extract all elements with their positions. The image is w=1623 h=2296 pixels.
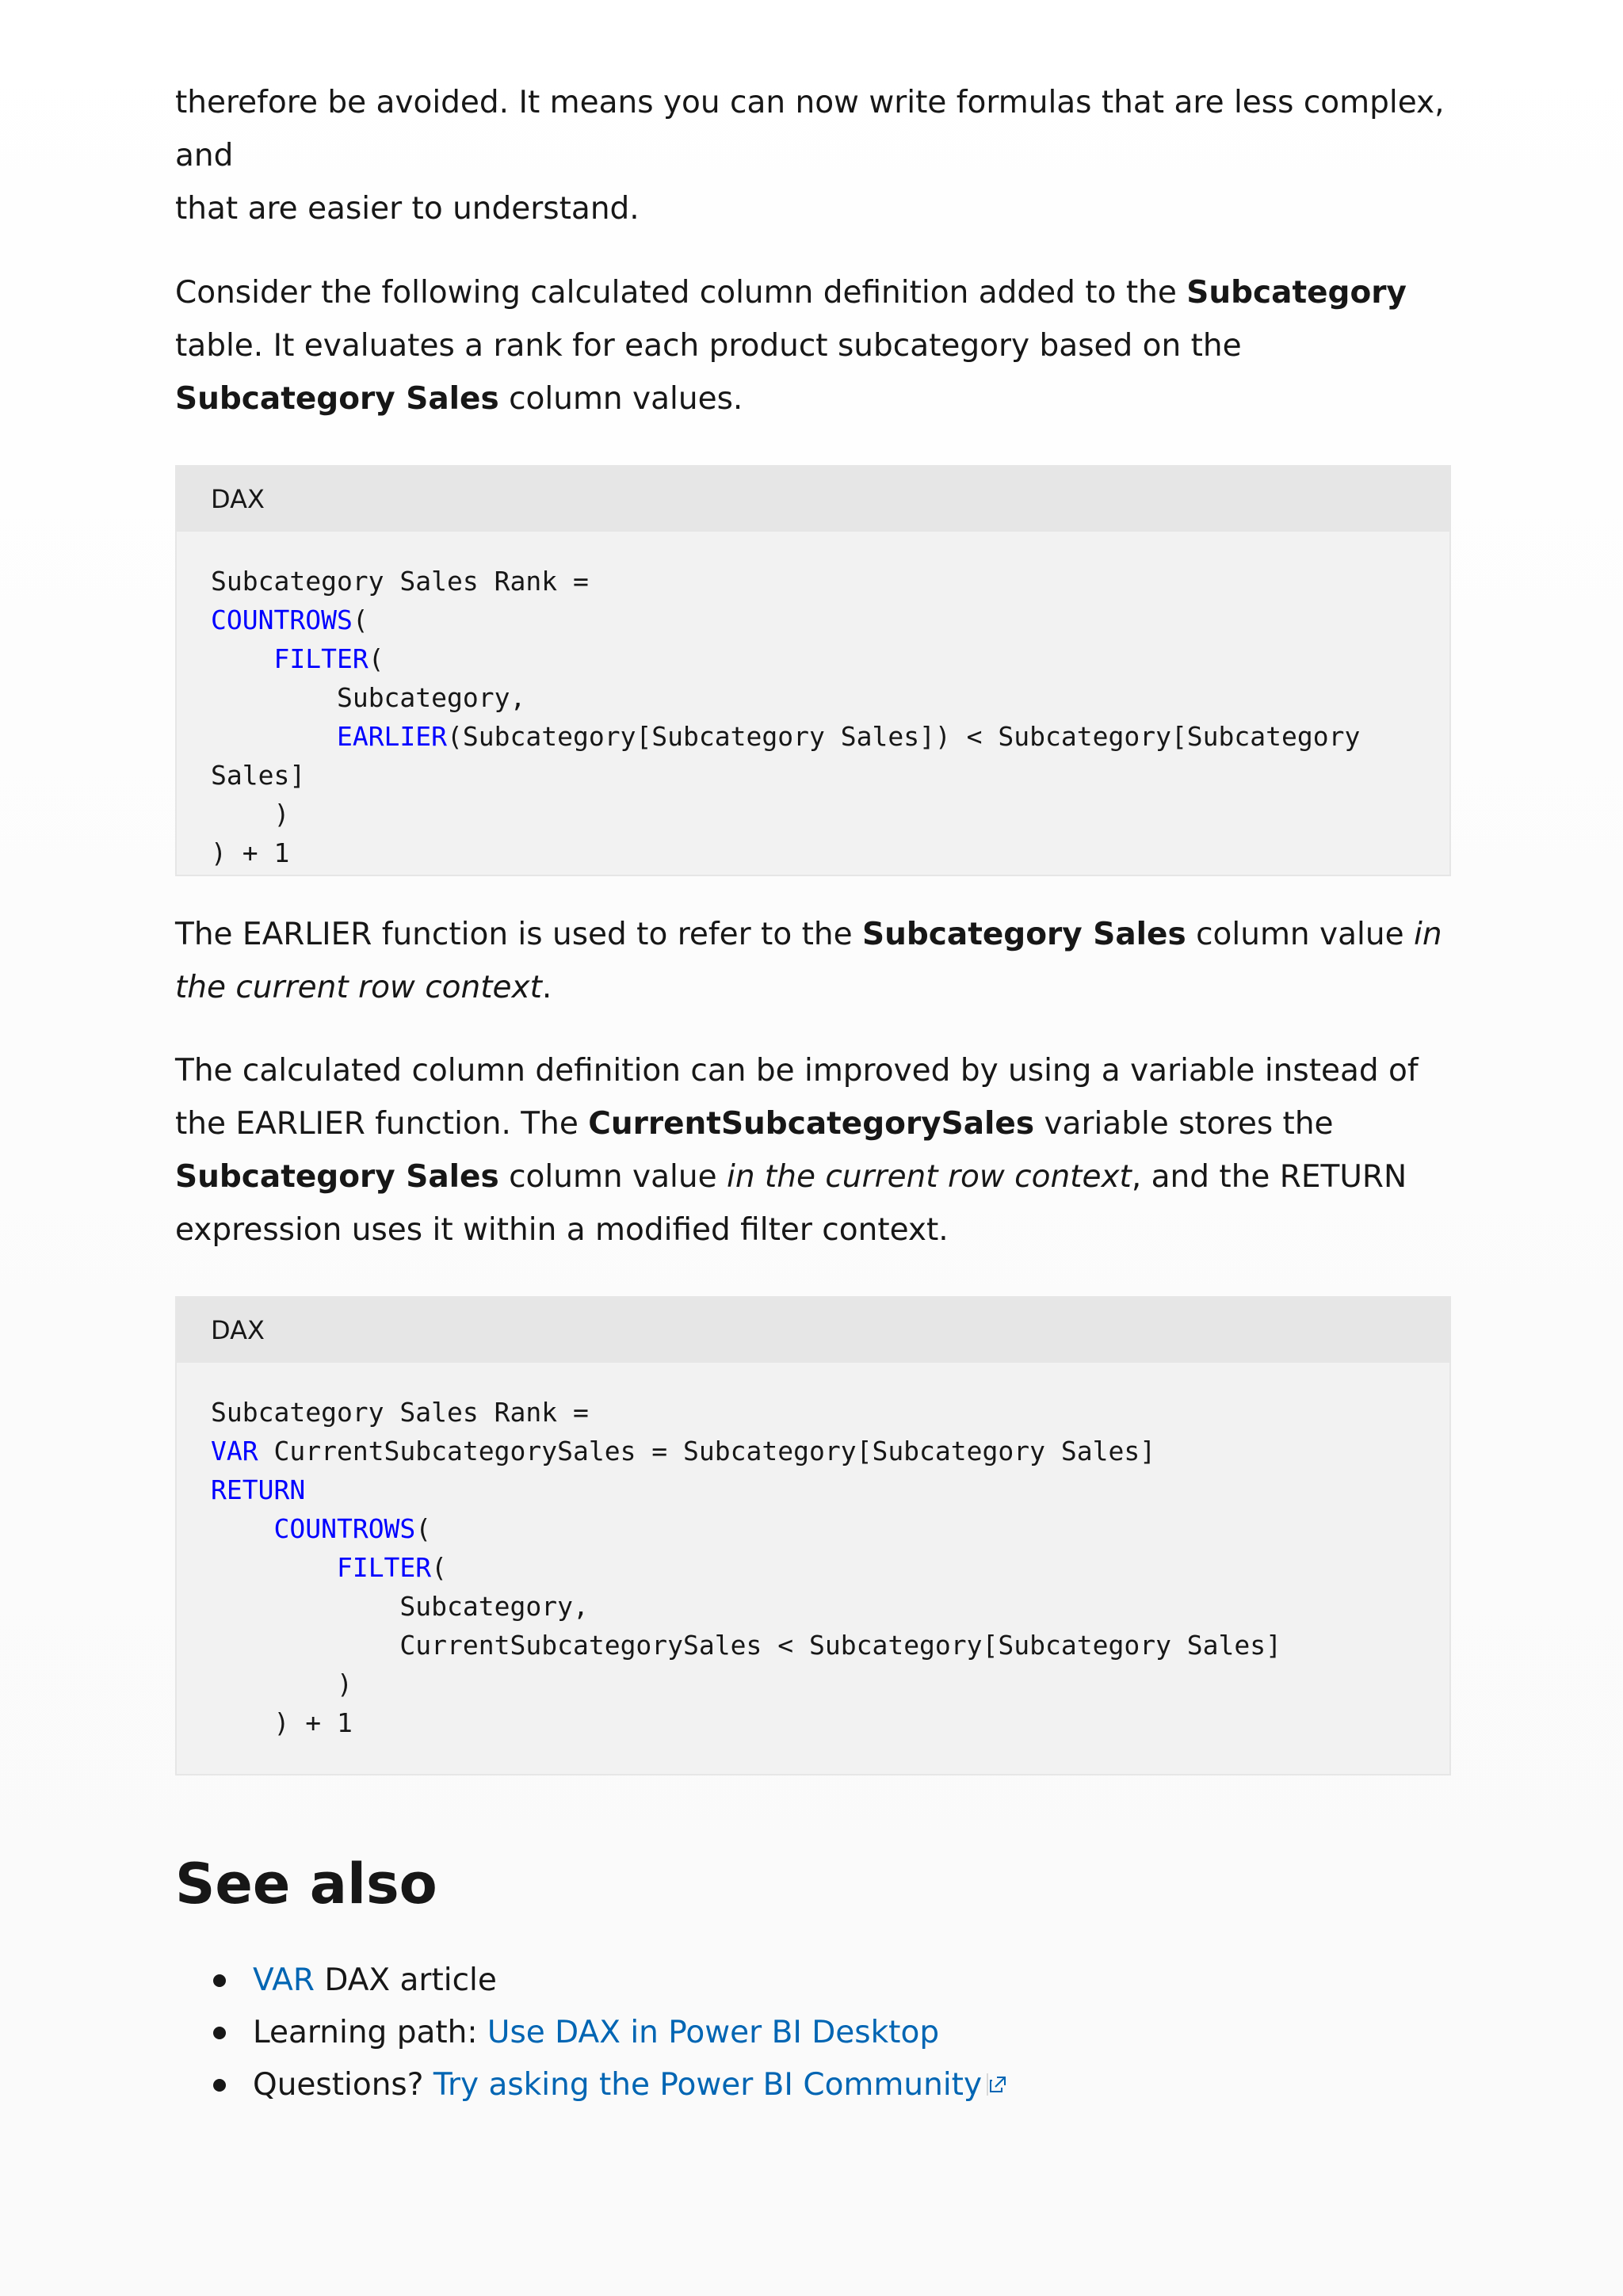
text-run: , and the RETURN expression uses it within a modified filter context. [175, 1159, 1407, 1248]
bullet-icon [213, 2027, 226, 2039]
text-run: column value [1186, 917, 1414, 952]
bold-run: Subcategory Sales [175, 381, 499, 417]
earlier-paragraph [175, 908, 1451, 1014]
see-also-item-community [253, 2059, 1451, 2113]
external-link-icon[interactable] [985, 2061, 1007, 2113]
code-language-label: DAX [177, 1298, 1449, 1363]
code-language-label: DAX [177, 467, 1449, 532]
article-content [175, 76, 1451, 2113]
text-run: The calculated column definition can be improved by using a variable instead of the EARLIER function. The [175, 1053, 1419, 1142]
code-keyword: FILTER [336, 1552, 432, 1583]
code-line: CurrentSubcategorySales < Subcategory[Subcategory Sales] [399, 1630, 1282, 1661]
see-also-item-var [253, 1955, 1451, 2007]
text-run: column value [498, 1159, 727, 1195]
intro-line-2: that are easier to understand. [175, 191, 640, 227]
code-keyword: VAR [211, 1436, 258, 1466]
code-text: (Subcategory[Subcategory Sales]) < Subcategory[Subcategory [447, 721, 1361, 752]
text-run: . [541, 970, 552, 1005]
code-block-earlier [175, 465, 1451, 876]
intro-paragraph [175, 76, 1451, 235]
improved-paragraph [175, 1044, 1451, 1257]
italic-run: in the current row context [175, 917, 1442, 1005]
code-body[interactable] [177, 532, 1449, 875]
text-run: column values. [498, 381, 743, 417]
var-article-link[interactable]: VAR [253, 1962, 315, 1998]
code-line: Sales] [211, 760, 306, 791]
see-also-item-learning-path [253, 2007, 1451, 2059]
code-keyword: COUNTROWS [211, 605, 353, 635]
bold-run: CurrentSubcategorySales [588, 1106, 1035, 1142]
italic-run: in the current row context [726, 1159, 1132, 1195]
code-block-variable [175, 1296, 1451, 1775]
code-body[interactable] [177, 1363, 1449, 1774]
intro-line-1: therefore be avoided. It means you can now write formulas that are less complex, and [175, 85, 1445, 174]
code-line: Subcategory Sales Rank = [211, 1397, 589, 1428]
code-keyword: COUNTROWS [273, 1513, 416, 1544]
code-line: ) [336, 1669, 353, 1699]
code-text: ( [368, 643, 384, 674]
code-line: Subcategory Sales Rank = [211, 566, 589, 597]
see-also-heading: See also [175, 1852, 437, 1917]
text-run: Consider the following calculated column definition added to the [175, 275, 1187, 311]
bold-run: Subcategory [1186, 275, 1407, 311]
community-link[interactable]: Try asking the Power BI Community [433, 2067, 983, 2103]
list-item-text: Questions? [253, 2067, 433, 2103]
code-line: ) + 1 [273, 1707, 353, 1738]
list-item-text: Learning path: [253, 2015, 487, 2050]
text-run: variable stores the [1034, 1106, 1334, 1142]
bullet-icon [213, 2079, 226, 2092]
text-run: table. It evaluates a rank for each product subcategory based on the [175, 328, 1242, 364]
code-text: ( [431, 1552, 448, 1583]
list-item-text: DAX article [314, 1962, 497, 1998]
code-keyword: EARLIER [336, 721, 448, 752]
code-keyword: RETURN [211, 1474, 306, 1505]
code-line: Subcategory, [336, 682, 526, 713]
text-run: The EARLIER function is used to refer to the [175, 917, 862, 952]
see-also-list [175, 1955, 1451, 2113]
code-text: ( [415, 1513, 432, 1544]
code-line: ) + 1 [211, 837, 290, 868]
code-text: ( [352, 605, 369, 635]
bullet-icon [213, 1974, 226, 1987]
bold-run: Subcategory Sales [175, 1159, 499, 1195]
code-line: Subcategory, [399, 1591, 589, 1622]
code-line: ) [273, 799, 290, 830]
code-keyword: FILTER [273, 643, 369, 674]
learning-path-link[interactable]: Use DAX in Power BI Desktop [487, 2015, 940, 2050]
consider-paragraph [175, 266, 1451, 425]
code-text: CurrentSubcategorySales = Subcategory[Subcategory Sales] [258, 1436, 1156, 1466]
bold-run: Subcategory Sales [862, 917, 1186, 952]
